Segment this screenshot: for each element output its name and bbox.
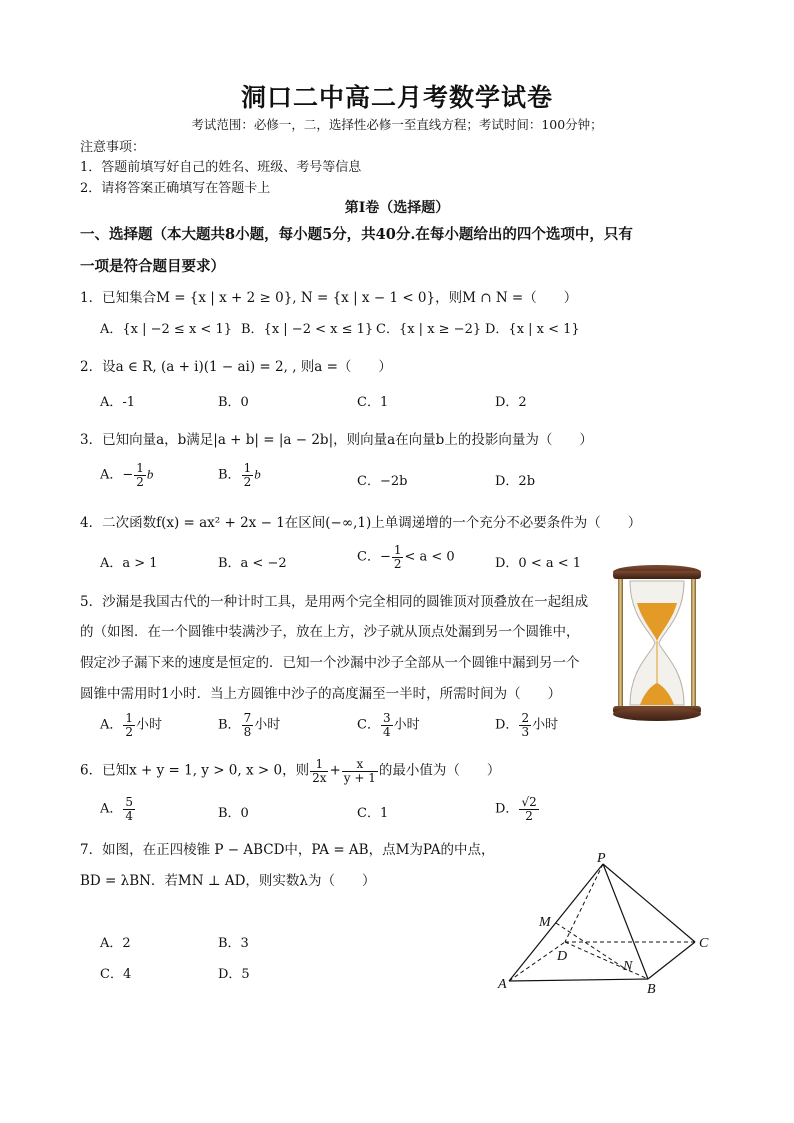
q1-option-c: C．{x | x ≥ −2}: [376, 322, 482, 337]
q5-option-d: [495, 712, 558, 738]
frac-den: 4: [382, 724, 391, 739]
section-heading-line1: 一、选择题（本大题共8小题，每小题5分，共40分.在每小题给出的四个选项中，只有: [80, 226, 633, 243]
q5-stem-line1: 5．沙漏是我国古代的一种计时工具，是用两个完全相同的圆锥顶对顶叠放在一起组成: [80, 594, 589, 610]
q7-option-d: D．5: [218, 967, 250, 982]
pyramid-figure: [495, 848, 720, 998]
frac-den: 4: [125, 808, 134, 823]
q5-c-fraction: [381, 712, 393, 738]
q1-stem: 1．已知集合M = {x | x + 2 ≥ 0}, N = {x | x − 1 < 0}，则M ∩ N =（ ）: [80, 290, 578, 306]
q6-stem-post: 的最小值为（ ）: [378, 762, 501, 779]
q6-fraction-1: [310, 758, 328, 784]
q1-option-a: A．{x | −2 ≤ x < 1}: [100, 322, 232, 337]
q5-option-c-label: C．: [357, 717, 380, 733]
edge-bc: [648, 942, 695, 979]
q2-option-b: B．0: [218, 395, 249, 410]
q5-b-fraction: [242, 712, 254, 738]
label-d: D: [557, 949, 568, 964]
frac-num: 5: [125, 795, 134, 809]
q6-stem-pre: 6．已知x + y = 1, y > 0, x > 0，则: [80, 762, 310, 779]
section-heading-line2: 一项是符合题目要求）: [80, 258, 225, 275]
q6-option-d: [495, 796, 540, 822]
frac-num: 1: [125, 711, 134, 725]
frac-num: 2: [521, 711, 530, 725]
q3-option-c: C．−2b: [357, 474, 408, 489]
hourglass-image: [610, 563, 704, 723]
q2-option-c: C．1: [357, 395, 389, 410]
q3-option-a-label: A．−: [100, 467, 134, 483]
vector-b: b: [146, 466, 154, 482]
q4-c-fraction: [392, 544, 404, 570]
q6-stem: 6．已知x + y = 1, y > 0, x > 0，则 $\frac{1}{2x}$ + $\frac{x}{y + 1}$ 的最小值为（ ）: [80, 757, 501, 785]
exam-title: 洞口二中高二月考数学试卷: [240, 83, 553, 112]
unit-hour: 小时: [254, 717, 281, 733]
unit-hour: 小时: [393, 717, 420, 733]
q3-option-d: D．2b: [495, 474, 536, 489]
q5-option-b: [218, 712, 280, 738]
frac-num: 7: [243, 711, 252, 725]
q5-option-a-label: A．: [100, 717, 123, 733]
frac-num: √2: [521, 795, 537, 809]
label-m: M: [539, 915, 551, 930]
frac-num: 1: [310, 758, 328, 772]
q1-option-d: D．{x | x < 1}: [485, 322, 580, 337]
frac-num: 1: [136, 461, 144, 475]
vector-b: b: [254, 466, 261, 482]
q4-option-c: [357, 544, 455, 570]
q5-a-fraction: [123, 712, 135, 738]
q2-stem: 2．设a ∈ R, (a + i)(1 − ai) = 2, , 则a =（ ）: [80, 359, 392, 375]
q4-option-c-label: C．−: [357, 549, 391, 565]
label-n: N: [623, 959, 633, 974]
q4-option-a: A．a > 1: [100, 556, 158, 571]
label-p: P: [597, 851, 606, 866]
frac-num: x: [342, 758, 378, 772]
label-b: B: [647, 982, 656, 997]
q6-option-b: B．0: [218, 806, 249, 821]
frac-den: 2: [243, 474, 252, 489]
frac-den: 2x: [312, 770, 327, 785]
q4-stem: 4．二次函数f(x) = ax² + 2x − 1在区间(−∞,1)上单调递增的一个充分不必要条件为（ ）: [80, 515, 642, 531]
q7-option-a: A．2: [100, 936, 131, 951]
q2-option-a: A．-1: [100, 395, 136, 410]
q5-option-c: [357, 712, 420, 738]
edge-pc: [603, 864, 695, 942]
note-2: 2．请将答案正确填写在答题卡上: [80, 181, 271, 196]
q5-stem-line2: 的（如图．在一个圆锥中装满沙子，放在上方，沙子就从顶点处漏到另一个圆锥中，: [80, 624, 580, 640]
q6-a-fraction: [123, 796, 135, 822]
q3-option-b: [218, 462, 261, 488]
q5-option-d-label: D．: [495, 717, 519, 733]
label-c: C: [699, 936, 709, 951]
q3-b-fraction: [242, 462, 254, 488]
q3-stem: 3．已知向量a，b满足|a + b| = |a − 2b|，则向量a在向量b上的投影向量为（ ）: [80, 432, 593, 448]
frac-den: 2: [393, 556, 402, 571]
q6-d-fraction: [519, 796, 538, 822]
q7-stem-line2: BD = λBN．若MN ⊥ AD，则实数λ为（ ）: [80, 873, 376, 889]
q6-option-d-label: D．: [495, 801, 519, 817]
frac-num: 3: [382, 711, 391, 725]
q6-fraction-2: [342, 758, 378, 784]
q6-option-a-label: A．: [100, 801, 123, 817]
edge-pa: [509, 864, 603, 981]
q6-option-c: C．1: [357, 806, 389, 821]
edge-pd: [565, 864, 603, 942]
q5-stem-line3: 假定沙子漏下来的速度是恒定的．已知一个沙漏中沙子全部从一个圆锥中漏到另一个: [80, 655, 580, 671]
q4-option-d: D．0 < a < 1: [495, 556, 582, 571]
volume-heading: 第Ⅰ卷（选择题）: [344, 200, 450, 216]
exam-scope: 考试范围：必修一，二，选择性必修一至直线方程；考试时间：100分钟；: [191, 117, 603, 132]
q5-stem-line4: 圆锥中需用时1小时．当上方圆锥中沙子的高度漏至一半时，所需时间为（ ）: [80, 686, 562, 702]
frac-den: 2: [125, 724, 134, 739]
q7-option-c: C．4: [100, 967, 132, 982]
q6-option-a: [100, 796, 136, 822]
frac-num: 1: [393, 543, 402, 557]
q3-option-b-label: B．: [218, 467, 241, 483]
q2-option-d: D．2: [495, 395, 527, 410]
q5-option-a: [100, 712, 162, 738]
frac-den: y + 1: [343, 770, 376, 785]
q1-option-b: B．{x | −2 < x ≤ 1}: [241, 322, 374, 337]
q7-stem-line1: 7．如图，在正四棱锥 P − ABCD中，PA = AB，点M为PA的中点，: [80, 842, 495, 858]
note-1: 1．答题前填写好自己的姓名、班级、考号等信息: [80, 160, 362, 175]
frac-den: 2: [136, 474, 144, 489]
unit-hour: 小时: [532, 717, 559, 733]
frac-den: 3: [521, 724, 530, 739]
q5-option-b-label: B．: [218, 717, 241, 733]
frac-den: 8: [243, 724, 252, 739]
unit-hour: 小时: [136, 717, 163, 733]
frac-den: 2: [525, 808, 533, 823]
notes-title: 注意事项：: [80, 140, 146, 155]
q4-option-b: B．a < −2: [218, 556, 287, 571]
q3-option-a: [100, 462, 153, 488]
q4-c-tail: < a < 0: [404, 549, 455, 565]
q7-option-b: B．3: [218, 936, 249, 951]
label-a: A: [498, 977, 507, 992]
q5-d-fraction: [519, 712, 531, 738]
q3-a-fraction: [134, 462, 146, 488]
edge-ab: [509, 979, 648, 981]
frac-num: 1: [243, 461, 252, 475]
